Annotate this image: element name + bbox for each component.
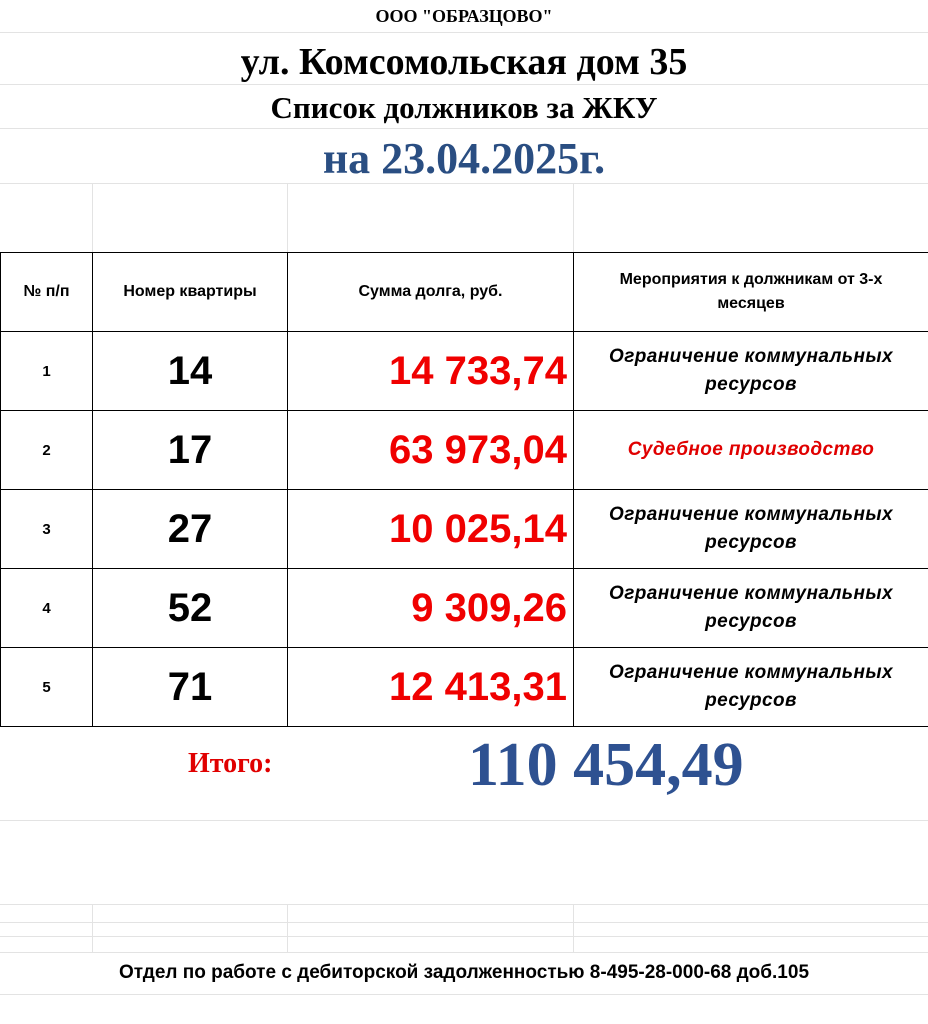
debtor-action: Ограничение коммунальных ресурсов bbox=[574, 569, 928, 648]
apartment-number: 14 bbox=[93, 332, 288, 411]
column-header-actions: Мероприятия к должникам от 3-х месяцев bbox=[574, 253, 928, 332]
debtor-action: Ограничение коммунальных ресурсов bbox=[574, 490, 928, 569]
row-number: 5 bbox=[1, 648, 93, 727]
total-label: Итого: bbox=[188, 748, 273, 779]
row-number: 1 bbox=[1, 332, 93, 411]
list-subtitle: Список должников за ЖКУ bbox=[270, 90, 658, 125]
row-number: 3 bbox=[1, 490, 93, 569]
apartment-number: 71 bbox=[93, 648, 288, 727]
table-row bbox=[1, 332, 928, 411]
address-title: ул. Комсомольская дом 35 bbox=[240, 41, 688, 83]
table-row bbox=[1, 490, 928, 569]
column-header-apartment: Номер квартиры bbox=[93, 253, 288, 332]
apartment-number: 52 bbox=[93, 569, 288, 648]
report-date: на 23.04.2025г. bbox=[322, 134, 606, 183]
column-header-number: № п/п bbox=[1, 253, 93, 332]
debtor-action: Ограничение коммунальных ресурсов bbox=[574, 332, 928, 411]
table-header-row bbox=[1, 253, 928, 332]
debt-amount: 9 309,26 bbox=[288, 569, 574, 648]
organization-name: ООО "ОБРАЗЦОВО" bbox=[375, 6, 553, 26]
total-amount: 110 454,49 bbox=[468, 731, 744, 799]
column-header-debt: Сумма долга, руб. bbox=[288, 253, 574, 332]
row-number: 4 bbox=[1, 569, 93, 648]
row-number: 2 bbox=[1, 411, 93, 490]
debt-amount: 12 413,31 bbox=[288, 648, 574, 727]
debtors-table bbox=[0, 252, 928, 727]
debtor-action: Судебное производство bbox=[574, 411, 928, 490]
debt-amount: 14 733,74 bbox=[288, 332, 574, 411]
table-row bbox=[1, 648, 928, 727]
apartment-number: 17 bbox=[93, 411, 288, 490]
table-row bbox=[1, 569, 928, 648]
contact-footer: Отдел по работе с дебиторской задолженностью 8-495-28-000-68 доб.105 bbox=[118, 962, 810, 983]
debtor-action: Ограничение коммунальных ресурсов bbox=[574, 648, 928, 727]
debt-amount: 63 973,04 bbox=[288, 411, 574, 490]
table-row bbox=[1, 411, 928, 490]
apartment-number: 27 bbox=[93, 490, 288, 569]
debt-amount: 10 025,14 bbox=[288, 490, 574, 569]
